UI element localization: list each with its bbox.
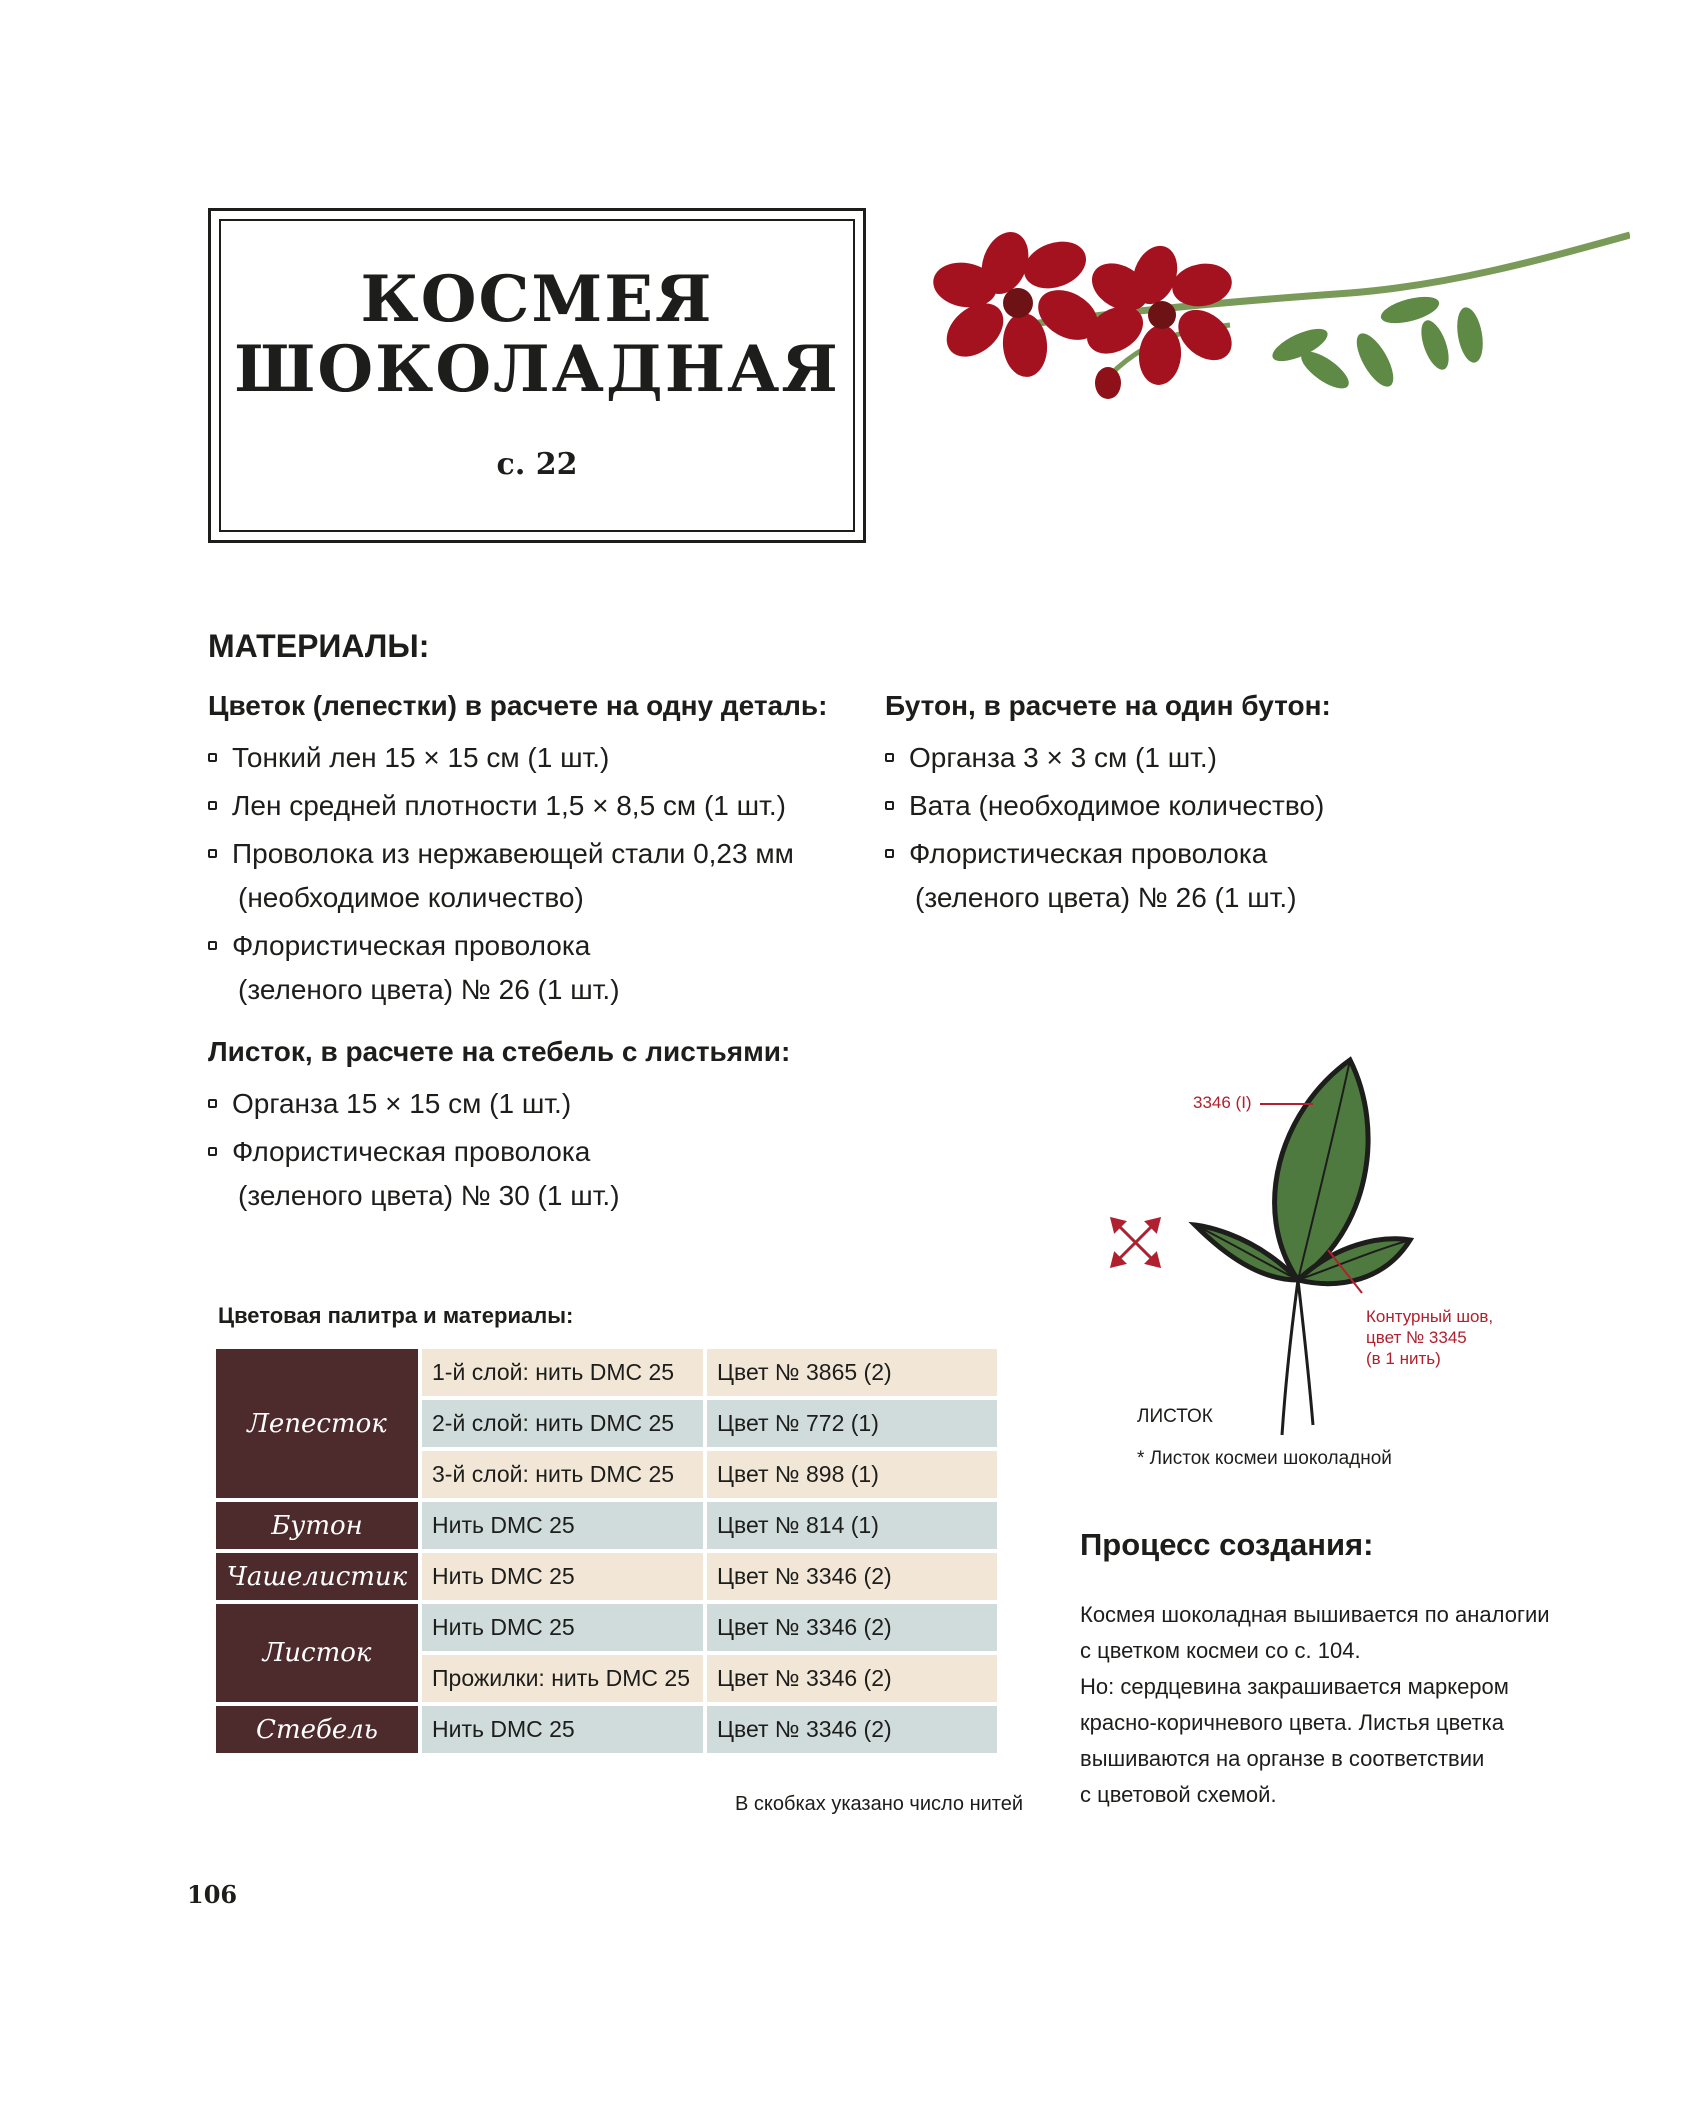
flower-materials-heading: Цветок (лепестки) в расчете на одну деталь: (208, 690, 828, 721)
table-row (216, 1349, 997, 1396)
list-item: Лен средней плотности 1,5 × 8,5 см (1 шт.) (208, 784, 794, 828)
stem-wire-2 (1298, 1280, 1313, 1425)
flower-left (930, 225, 1107, 378)
bullet-icon (885, 801, 894, 810)
page-title (211, 262, 863, 407)
color-cell: Цвет № 3346 (2) (707, 1706, 997, 1753)
bullet-icon (208, 753, 217, 762)
table-row (216, 1502, 997, 1549)
color-cell: Цвет № 772 (1) (707, 1400, 997, 1447)
flower-materials-list (208, 736, 794, 1016)
bullet-icon (885, 753, 894, 762)
color-cell: Цвет № 898 (1) (707, 1451, 997, 1498)
table-row (216, 1553, 997, 1600)
bullet-icon (208, 1147, 217, 1156)
bullet-icon (208, 941, 217, 950)
title-box (208, 208, 866, 543)
leaf-diagram (1100, 1040, 1500, 1440)
list-item: Флористическая проволока (зеленого цвета) № 26 (1 шт.) (208, 924, 794, 1012)
diagram-label-top: 3346 (I) (1193, 1093, 1252, 1112)
category-cell: Листок (216, 1604, 418, 1702)
process-description: Космея шоколадная вышивается по аналогии с цветком космеи со с. 104. Но: сердцевина закрашивается маркером красно-коричневого цвета. Листья цветка вышиваются на органзе в соответствии с цветовой схемой. (1080, 1602, 1550, 1807)
category-cell: Лепесток (216, 1349, 418, 1498)
leaf-materials-heading: Листок, в расчете на стебель с листьями: (208, 1036, 791, 1067)
title-page-reference: с. 22 (496, 447, 578, 482)
direction-arrows-icon (1112, 1219, 1159, 1266)
list-item: Флористическая проволока (зеленого цвета) № 26 (1 шт.) (885, 832, 1324, 920)
bullet-icon (208, 801, 217, 810)
color-cell: Цвет № 3346 (2) (707, 1553, 997, 1600)
desc-cell: Нить DMC 25 (422, 1604, 703, 1651)
list-item: Флористическая проволока (зеленого цвета) № 30 (1 шт.) (208, 1130, 620, 1218)
desc-cell: 1-й слой: нить DMC 25 (422, 1349, 703, 1396)
flower-right (1079, 240, 1242, 387)
category-cell: Чашелистик (216, 1553, 418, 1600)
bud-materials-heading: Бутон, в расчете на один бутон: (885, 690, 1331, 721)
desc-cell: 3-й слой: нить DMC 25 (422, 1451, 703, 1498)
palette-note: В скобках указано число нитей (735, 1793, 1024, 1815)
process-heading: Процесс создания: (1080, 1527, 1374, 1562)
palette-table (212, 1345, 1001, 1757)
leaf-materials-list (208, 1082, 620, 1222)
cosmos-flower-illustration (930, 215, 1630, 435)
diagram-label-side: Контурный шов, цвет № 3345 (в 1 нить) (1366, 1307, 1494, 1368)
color-cell: Цвет № 814 (1) (707, 1502, 997, 1549)
bullet-icon (208, 1099, 217, 1108)
color-cell: Цвет № 3346 (2) (707, 1655, 997, 1702)
title-line-1: КОСМЕЯ (360, 262, 714, 337)
list-item: Вата (необходимое количество) (885, 784, 1324, 828)
title-line-2: ШОКОЛАДНАЯ (234, 332, 840, 407)
category-cell: Стебель (216, 1706, 418, 1753)
list-item: Органза 15 × 15 см (1 шт.) (208, 1082, 620, 1126)
desc-cell: Прожилки: нить DMC 25 (422, 1655, 703, 1702)
color-cell: Цвет № 3346 (2) (707, 1604, 997, 1651)
list-item: Проволока из нержавеющей стали 0,23 мм (необходимое количество) (208, 832, 794, 920)
leaf-cluster (1268, 292, 1487, 395)
palette-heading: Цветовая палитра и материалы: (218, 1303, 574, 1328)
color-cell: Цвет № 3865 (2) (707, 1349, 997, 1396)
diagram-name: ЛИСТОК (1137, 1406, 1213, 1427)
category-cell: Бутон (216, 1502, 418, 1549)
desc-cell: Нить DMC 25 (422, 1502, 703, 1549)
flower-bud (1095, 367, 1121, 399)
desc-cell: 2-й слой: нить DMC 25 (422, 1400, 703, 1447)
diagram-caption: * Листок космеи шоколадной (1137, 1448, 1392, 1469)
desc-cell: Нить DMC 25 (422, 1553, 703, 1600)
bud-materials-list (885, 736, 1324, 924)
materials-heading: МАТЕРИАЛЫ: (208, 628, 430, 664)
list-item: Тонкий лен 15 × 15 см (1 шт.) (208, 736, 794, 780)
table-row (216, 1604, 997, 1651)
list-item: Органза 3 × 3 см (1 шт.) (885, 736, 1324, 780)
desc-cell: Нить DMC 25 (422, 1706, 703, 1753)
stem-wire-1 (1282, 1280, 1298, 1435)
page-number: 106 (187, 1880, 238, 1909)
bullet-icon (885, 849, 894, 858)
table-row (216, 1706, 997, 1753)
bullet-icon (208, 849, 217, 858)
